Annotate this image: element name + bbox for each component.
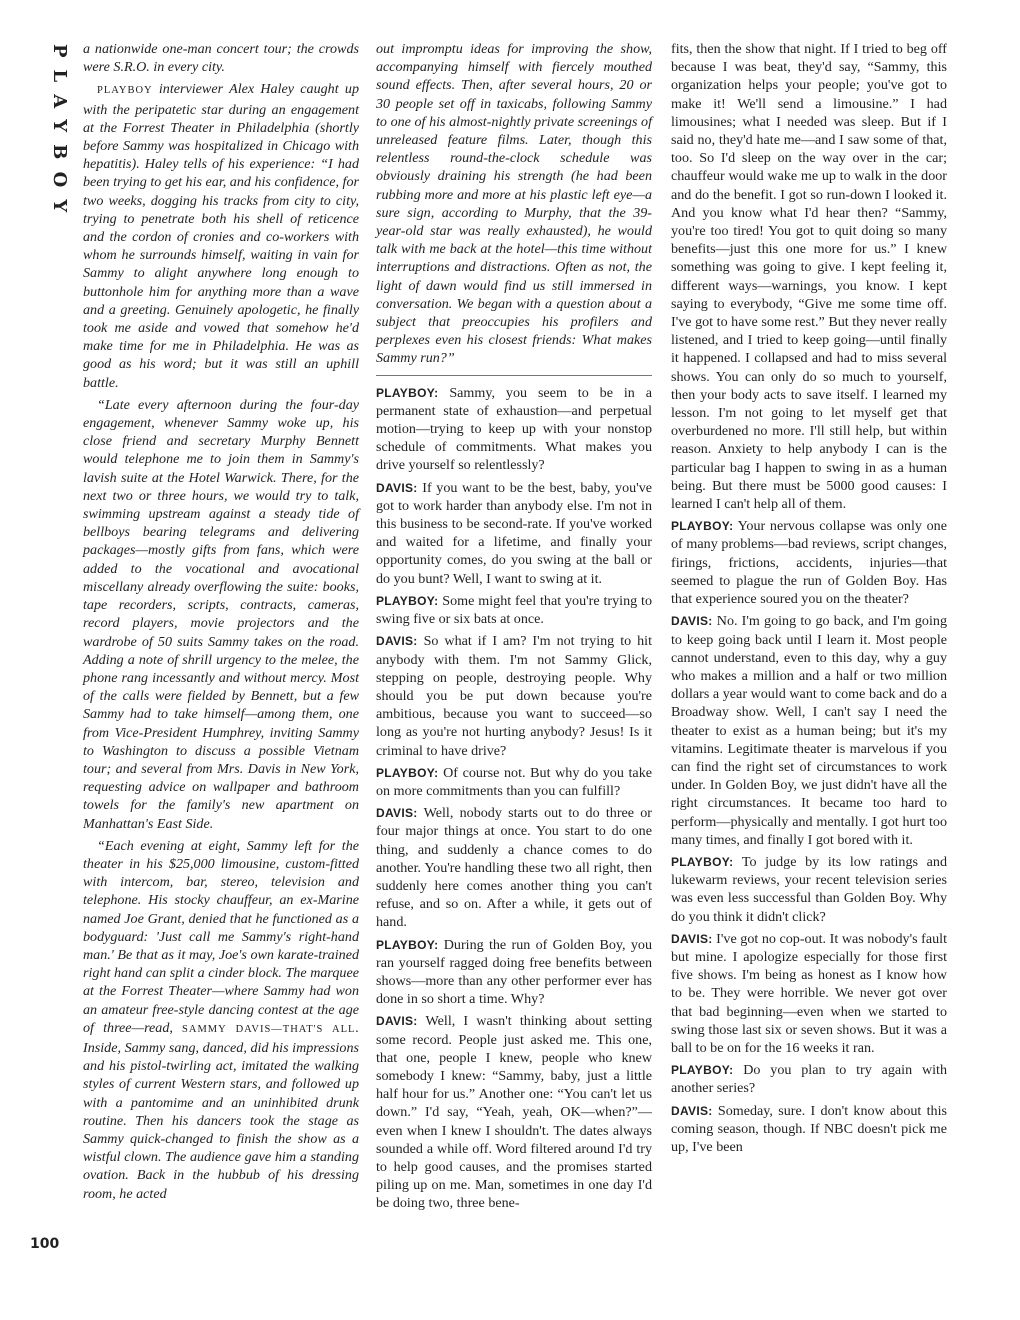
marquee-smallcaps: SAMMY DAVIS—THAT'S ALL (182, 1023, 356, 1035)
column-2 (376, 40, 652, 1217)
qa-text: If you want to be the best, baby, you've got to work harder than anybody else. I'm not in this business to be second-rate. If you've worked and waited for a lifetime, and finally your opportunity comes, do you swing at the ball or do you bunt? Well, I want to swing at it. (376, 479, 653, 587)
interview-qa-list (376, 384, 652, 1213)
qa-entry (376, 384, 652, 475)
qa-entry (376, 1012, 652, 1212)
qa-entry (376, 764, 652, 800)
qa-text: Well, nobody starts out to do three or four major things at once. You start to do one thing, and suddenly a chance comes to do another. You're handling these two all right, then suddenly here comes another thing you can't refuse, and so on. After a while, it gets out of hand. (376, 805, 652, 931)
speaker-label: DAVIS: (671, 614, 713, 629)
qa-entry (671, 612, 947, 849)
qa-text: I've got no cop-out. It was nobody's fault but mine. I apologize especially for those first five shows. I'm being as honest as I know how to be. They were horrible. We never got over that bad beginning—even when we started to swing those last six or seven shows. But it was a ball to be on for the 16 weeks it ran. (671, 930, 947, 1056)
speaker-label: DAVIS: (376, 1014, 418, 1029)
speaker-label: PLAYBOY: (376, 765, 439, 780)
qa-text: Your nervous collapse was only one of many problems—bad reviews, script changes, firings, frictions, accidents, injuries—that seemed to plague the run of Golden Boy. Has that experience soured you on the theater? (671, 518, 947, 608)
qa-text: Sammy, you seem to be in a permanent state of exhaustion—and perpetual motion—trying to keep up with your nonstop schedule of commitments. What makes you drive yourself so relentlessly? (376, 384, 652, 474)
intro-paragraph: a nationwide one-man concert tour; the crowds were S.R.O. in every city. (83, 41, 359, 76)
column-3 (671, 40, 947, 1160)
speaker-label: PLAYBOY: (376, 937, 439, 952)
intro-text: interviewer Alex Haley caught up with the peripatetic star during an engagement at the Forrest Theater in Philadelphia (shortly before Sammy was hospitalized in Chicago with hepatitis). Haley tells of his experience: “I had been trying to get his ear, and his confidence, for two weeks, dogging his tracks from city to city, trying to penetrate both his shell of reticence and the cordon of cronies and co-workers with whom he surrounds himself, waiting in vain for Sammy to alight anywhere long enough to buttonhole him for anything more than a wave and a greeting. Genuinely apologetic, he finally took me aside and vowed that somehow he'd make time for me in Philadelphia. He was as good as his word; but it was still an uphill battle. (83, 81, 359, 391)
qa-text: So what if I am? I'm not trying to hit anybody with them. I'm not Sammy Glick, stepping on people, destroying people. Why should you be put down because you're ambitious, because you want to succeed—so long as you're not hurting anybody? Jesus! Is it criminal to have drive? (376, 633, 652, 759)
playboy-smallcaps: PLAYBOY (97, 85, 153, 97)
qa-entry (376, 592, 652, 628)
page-number: 100 (30, 1236, 60, 1252)
qa-text: No. I'm going to go back, and I'm going to keep going back until I learn it. Most people cannot understand, even to this day, why a guy who makes a million and a half or two million dollars a year would want to come back and do a Broadway show. Well, I can't say I need the theater to exist as a human being; but it's my vitamins. Legitimate theater is marvelous if you can find the right set of circumstances to work under. In Golden Boy, we just didn't have all the right circumstances. It became too hard to perform—physically and mentally. I got hurt too many times, and finally I got bored with it. (671, 613, 947, 848)
qa-entry (671, 853, 947, 926)
intro-text: “Each evening at eight, Sammy left for the theater in his $25,000 limousine, custom-fitted with intercom, bar, stereo, television and telephone. His stocky chauffeur, an ex-Marine named Joe Grant, denied that he functioned as a bodyguard: 'Just call me Sammy's right-hand man.' Be that as it may, Joe's own karate-trained right hand can split a cinder block. The marquee at the Forrest Theater—where Sammy had won an amateur free-style dancing contest at the age of three—read, (83, 837, 359, 1036)
qa-entry (376, 936, 652, 1009)
speaker-label: DAVIS: (376, 806, 418, 821)
qa-text: Do you plan to try again with another series? (671, 1062, 947, 1097)
speaker-label: DAVIS: (671, 931, 713, 946)
intro-paragraph (83, 80, 359, 391)
speaker-label: PLAYBOY: (376, 593, 439, 608)
qa-entry (376, 479, 652, 588)
runner-text: PLAYBOY (49, 44, 70, 225)
speaker-label: DAVIS: (376, 480, 418, 495)
qa-text: Some might feel that you're trying to swing five or six bats at once. (376, 592, 652, 628)
magazine-runner (26, 44, 70, 225)
qa-entry (671, 517, 947, 608)
qa-text: Of course not. But why do you take on more commitments than you can fulfill? (376, 764, 652, 799)
qa-entry (671, 1102, 947, 1157)
intro-paragraph: “Late every afternoon during the four-day engagement, whenever Sammy woke up, his close friend and secretary Murphy Bennett would telephone me to join them in Sammy's lavish suite at the Hotel Warwick. There, for the next two or three hours, we would try to talk, swimming upstream against a steady tide of bellboys bearing telegrams and delivering packages—mostly gifts from fans, which were added to the vocational and avocational miscellany already overflowing the suite: books, tape recorders, scripts, contracts, cameras, record players, movie projectors and the wardrobe of 50 suits Sammy takes on the road. Adding a note of shrill urgency to the melee, the phone rang incessantly and without mercy. Most of the calls were fielded by Bennett, but a few Sammy had to take himself—among them, one from Vice-President Humphrey, inviting Sammy to Washington to discuss a possible Vietnam tour; and several from Mrs. Davis in New York, requesting advice on wallpaper and bathroom towels for the family's new apartment on Manhattan's East Side. (83, 396, 359, 832)
column-1 (83, 40, 359, 1207)
speaker-label: PLAYBOY: (671, 1063, 734, 1078)
intro-divider (376, 375, 652, 376)
qa-entry (376, 804, 652, 931)
speaker-label: DAVIS: (671, 1103, 713, 1118)
qa-entry (376, 632, 652, 759)
intro-paragraph: out impromptu ideas for improving the show, accompanying himself with fiercely mouthed sound effects. Then, after several hours, 20 or 30 people set off in taxicabs, following Sammy to one of his almost-nightly private screenings of unreleased feature films. Later, though this relentless round-the-clock schedule was obviously draining his strength (he had been rubbing more and more at his plastic left eye—a sure sign, according to Murphy, that the 39-year-old star was really exhausted), he would talk with me back at the hotel—this time without interruptions and distractions. Often as not, the light of dawn would find us still immersed in conversation. We began with a question about a subject that preoccupies his profilers and perplexes even his closest friends: What makes Sammy run?” (376, 41, 652, 367)
speaker-label: PLAYBOY: (671, 854, 734, 869)
speaker-label: PLAYBOY: (671, 519, 734, 534)
speaker-label: PLAYBOY: (376, 385, 439, 400)
intro-text: . Inside, Sammy sang, danced, did his impressions and his pistol-twirling act, imitated the walking styles of current Western stars, and followed up with a pantomime and an uninhibited drunk routine. Then his dancers took the stage as Sammy quick-changed to finish the show as a wistful clown. The audience gave him a standing ovation. Back in the hubbub of his dressing room, he acted (83, 1019, 359, 1202)
qa-text: Well, I wasn't thinking about setting some record. People just asked me. This one, that one, people I knew, people who knew somebody I knew: “Sammy, baby, just a little half hour for us.” Another one: “You can't let us down.” I'd say, “Yeah, yeah, OK—when?”—even when I knew I shouldn't. The dates always sounded a while off. Word filtered around I'd try to help good causes, and the promises started piling up on me. Man, sometimes in one day I'd be doing two, three bene- (376, 1013, 653, 1212)
speaker-label: DAVIS: (376, 634, 418, 649)
intro-paragraph (83, 837, 359, 1203)
qa-entry (671, 930, 947, 1057)
qa-text: To judge by its low ratings and lukewarm reviews, your recent television series was even less successful than Golden Boy. Why do you think it didn't click? (671, 853, 947, 925)
qa-text: Someday, sure. I don't know about this coming season, though. If NBC doesn't pick me up, I've been (671, 1102, 947, 1155)
interview-qa-list (671, 517, 947, 1156)
qa-entry (671, 1061, 947, 1097)
answer-continuation: fits, then the show that night. If I tried to beg off because I was beat, they'd say, “Sammy, this organization helps your people; you've got to make it! We'll send a limousine.” I had limousines; what I needed was sleep. But if I said no, they'd hate me—and I saw some of that, too. So I'd sleep on the way over in the car; chauffeur would wake me up to walk in the door and do the benefit. I got so run-down I looked it. And you know what I'd hear then? “Sammy, you're too tired! You got to quit doing so many benefits—just this one more for us.” I knew something was going to give. I kept feeling it, different ways—warnings, you know. I kept saying to everybody, “Give me some time off. I've got to have some rest.” But they never really listened, and I tried to keep going—until finally it happened. I collapsed and had to miss several shows. You can only do so much to yourself, then your body acts to save itself. I learned my lesson. I'm not going to let myself get that overburdened no more. I'll still help, but within reason. Anxiety to help anybody I can is the particular bag I happen to swing in as a human being. But there must be 5000 good causes: I learned I can't help all of them. (671, 41, 947, 513)
qa-text: During the run of Golden Boy, you ran yourself ragged doing free benefits between shows—more than any other performer ever has done in so short a time. Why? (376, 936, 652, 1008)
